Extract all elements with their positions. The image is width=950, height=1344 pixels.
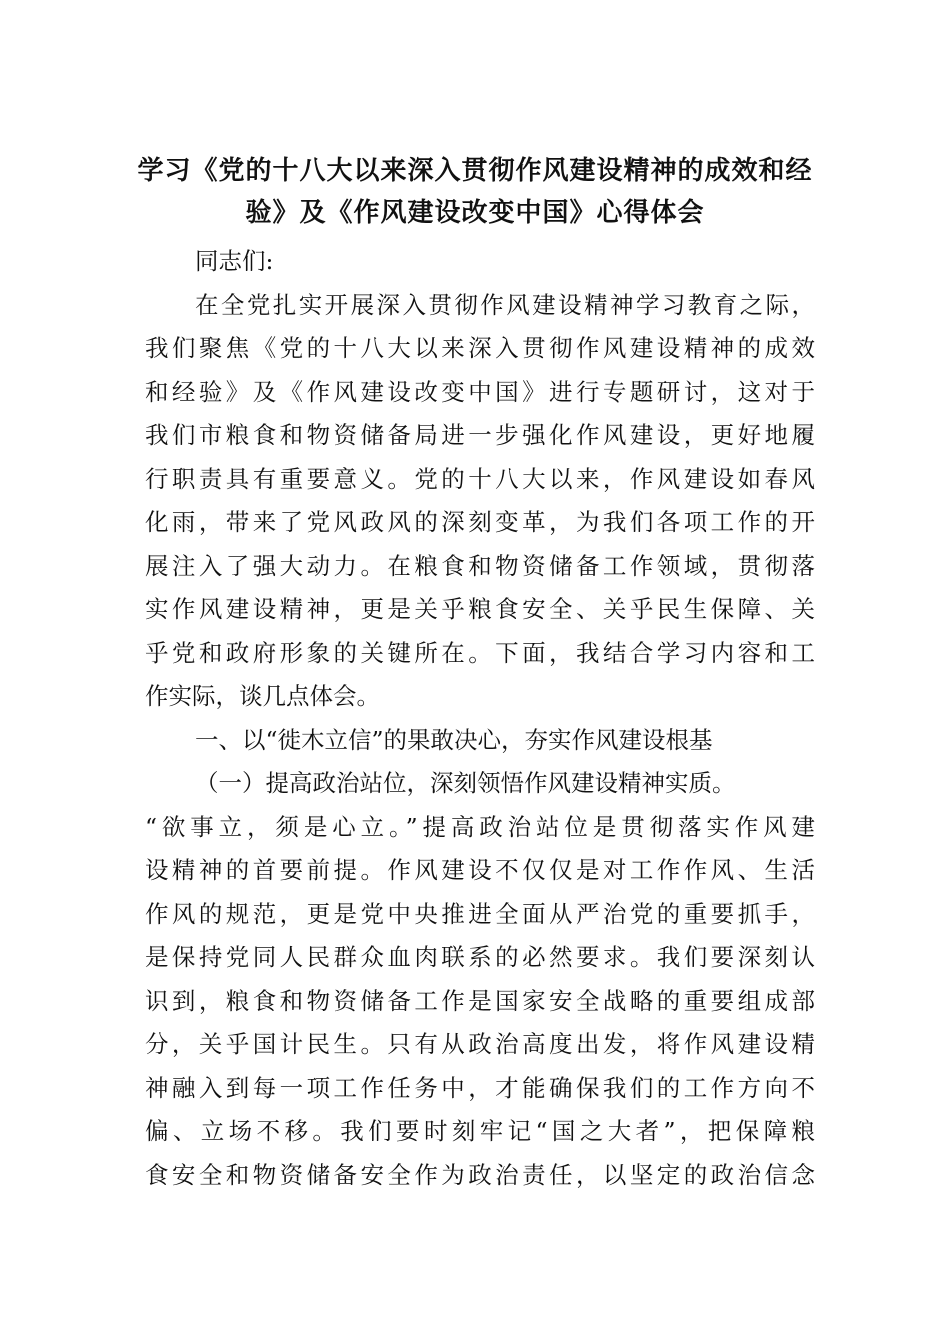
paragraph-line: 食安全和物资储备安全作为政治责任，以坚定的政治信念 — [145, 1160, 815, 1189]
paragraph-line: 展注入了强大动力。在粮食和物资储备工作领域，贯彻落 — [145, 551, 815, 580]
paragraph-line: 和经验》及《作风建设改变中国》进行专题研讨，这对于 — [145, 377, 815, 406]
title-line: 学习《党的十八大以来深入贯彻作风建设精神的成效和经 — [137, 156, 813, 186]
paragraph-line: 神融入到每一项工作任务中，才能确保我们的工作方向不 — [145, 1073, 815, 1102]
salutation: 同志们: — [195, 247, 274, 275]
section-heading: 一、以“徙木立信”的果敢决心，夯实作风建设根基 — [195, 725, 713, 754]
paragraph-line: 在全党扎实开展深入贯彻作风建设精神学习教育之际， — [195, 290, 815, 319]
paragraph-line: 作风的规范，更是党中央推进全面从严治党的重要抓手， — [145, 899, 815, 928]
paragraph-line: 行职责具有重要意义。党的十八大以来，作风建设如春风 — [145, 464, 815, 493]
paragraph-line: 设精神的首要前提。作风建设不仅仅是对工作作风、生活 — [145, 856, 815, 884]
paragraph-line: 乎党和政府形象的关键所在。下面，我结合学习内容和工 — [145, 638, 815, 667]
document-body — [145, 240, 815, 1197]
paragraph-line: 偏、立场不移。我们要时刻牢记“国之大者”，把保障粮 — [145, 1117, 815, 1145]
paragraph-line: 我们市粮食和物资储备局进一步强化作风建设，更好地履 — [145, 421, 815, 449]
paragraph-line: 识到，粮食和物资储备工作是国家安全战略的重要组成部 — [145, 986, 815, 1015]
document-title — [110, 150, 840, 234]
paragraph-line: 分，关乎国计民生。只有从政治高度出发，将作风建设精 — [145, 1030, 815, 1058]
paragraph-line: 实作风建设精神，更是关乎粮食安全、关乎民生保障、关 — [145, 595, 815, 623]
paragraph-line: “欲事立，须是心立。”提高政治站位是贯彻落实作风建 — [145, 812, 815, 841]
paragraph-line: 是保持党同人民群众血肉联系的必然要求。我们要深刻认 — [145, 943, 815, 971]
paragraph-line: 作实际，谈几点体会。 — [145, 682, 380, 710]
subsection-heading: （一）提高政治站位，深刻领悟作风建设精神实质。 — [195, 769, 736, 797]
paragraph-line: 我们聚焦《党的十八大以来深入贯彻作风建设精神的成效 — [145, 334, 815, 362]
paragraph-line: 化雨，带来了党风政风的深刻变革，为我们各项工作的开 — [145, 508, 815, 536]
title-line: 验》及《作风建设改变中国》心得体会 — [245, 198, 705, 228]
